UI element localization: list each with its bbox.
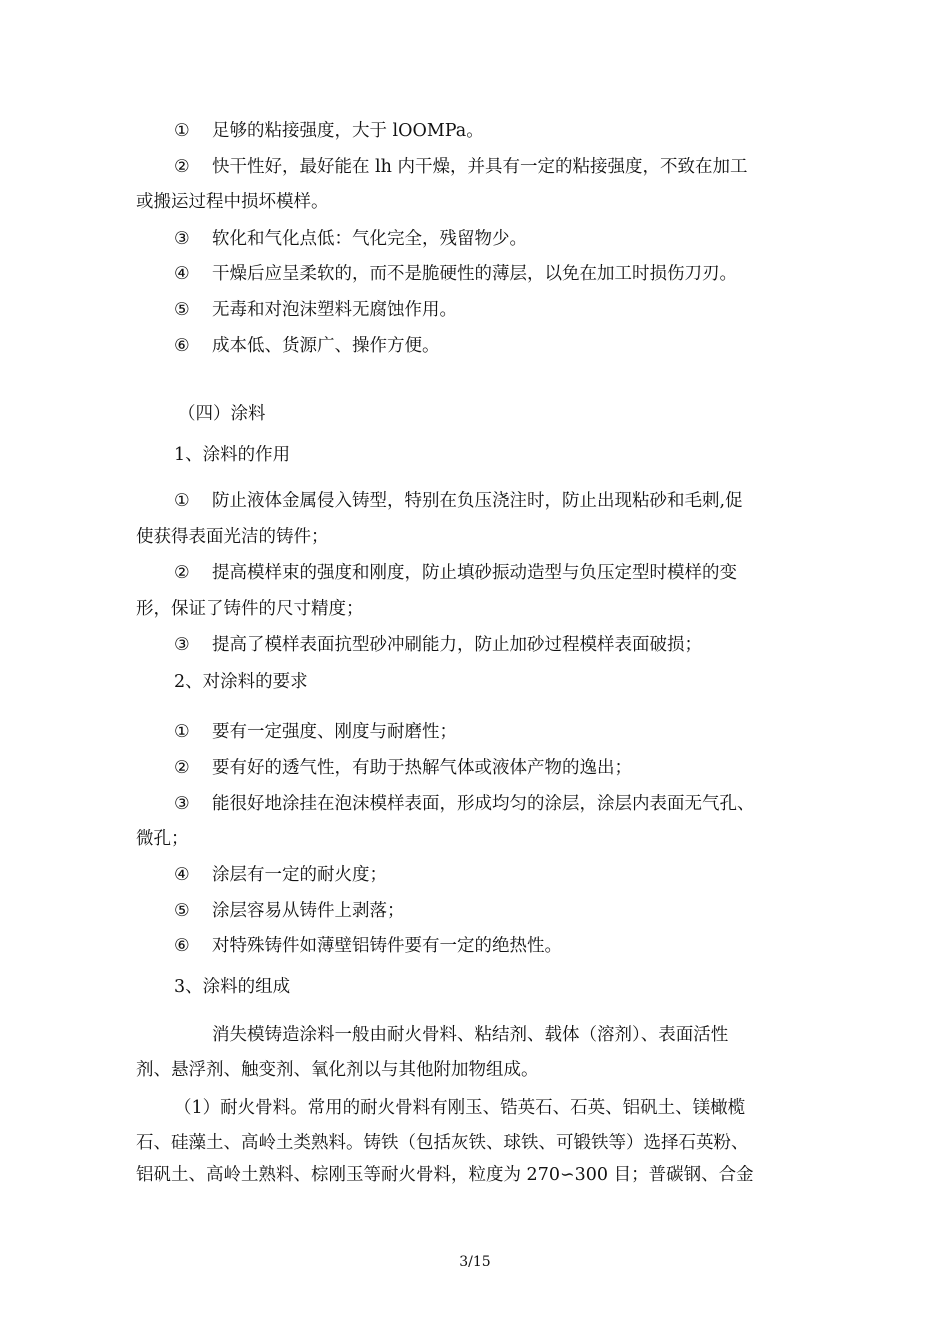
- list-item: [0, 863, 950, 887]
- subsection-heading: 3、涂料的组成: [174, 977, 291, 997]
- item-text: 能很好地涂挂在泡沫模样表面，形成均匀的涂层，涂层内表面无气孔、: [212, 794, 755, 814]
- list-item: [0, 792, 950, 816]
- item-number: ②: [174, 758, 190, 778]
- item-continuation: 或搬运过程中损坏模样。: [136, 192, 329, 212]
- list-item: [0, 899, 950, 923]
- list-item: [0, 334, 950, 358]
- list-item: [0, 720, 950, 744]
- item-number: ③: [174, 229, 190, 249]
- list-item: [0, 489, 950, 513]
- item-number: ③: [174, 635, 190, 655]
- item-text: 软化和气化点低：气化完全，残留物少。: [212, 229, 527, 249]
- list-item: [0, 298, 950, 322]
- subsection-heading: 1、涂料的作用: [174, 445, 291, 465]
- item-number: ⑥: [174, 936, 190, 956]
- item-text: 要有好的透气性，有助于热解气体或液体产物的逸出；: [212, 758, 632, 778]
- subsection-heading: 2、对涂料的要求: [174, 672, 308, 692]
- item-number: ①: [174, 722, 190, 742]
- item-continuation: 形，保证了铸件的尺寸精度；: [136, 599, 364, 619]
- item-text: 成本低、货源广、操作方便。: [212, 336, 440, 356]
- item-number: ④: [174, 865, 190, 885]
- item-text: 提高模样束的强度和刚度，防止填砂振动造型与负压定型时模样的变: [212, 563, 737, 583]
- paragraph-line: 铝矾土、高岭土熟料、棕刚玉等耐火骨料，粒度为 270∽300 目；普碳钢、合金: [136, 1165, 754, 1185]
- item-number: ⑤: [174, 300, 190, 320]
- item-continuation: 使获得表面光洁的铸件；: [136, 527, 329, 547]
- paragraph-line: （1）耐火骨料。常用的耐火骨料有刚玉、锆英石、石英、铝矾土、镁橄榄: [174, 1098, 746, 1118]
- item-text: 足够的粘接强度，大于 lOOMPa。: [212, 121, 484, 141]
- item-continuation: 微孔；: [136, 829, 189, 849]
- section-heading: （四）涂料: [178, 404, 266, 424]
- item-number: ①: [174, 491, 190, 511]
- item-text: 要有一定强度、刚度与耐磨性；: [212, 722, 457, 742]
- item-text: 干燥后应呈柔软的，而不是脆硬性的薄层，以免在加工时损伤刀刃。: [212, 264, 737, 284]
- paragraph-line: 剂、悬浮剂、触变剂、氧化剂以与其他附加物组成。: [136, 1060, 539, 1080]
- item-text: 涂层容易从铸件上剥落；: [212, 901, 405, 921]
- item-number: ①: [174, 121, 190, 141]
- page-number: 3/15: [459, 1254, 491, 1270]
- list-item: [0, 119, 950, 143]
- item-number: ③: [174, 794, 190, 814]
- item-number: ②: [174, 563, 190, 583]
- list-item: [0, 756, 950, 780]
- item-text: 无毒和对泡沫塑料无腐蚀作用。: [212, 300, 457, 320]
- item-text: 提高了模样表面抗型砂冲刷能力，防止加砂过程模样表面破损；: [212, 635, 702, 655]
- paragraph-line: 消失模铸造涂料一般由耐火骨料、粘结剂、载体（溶剂）、表面活性: [212, 1025, 729, 1045]
- list-item: [0, 561, 950, 585]
- item-text: 涂层有一定的耐火度；: [212, 865, 387, 885]
- item-text: 快干性好，最好能在 lh 内干燥，并具有一定的粘接强度，不致在加工: [212, 157, 748, 177]
- list-item: [0, 262, 950, 286]
- list-item: [0, 155, 950, 179]
- item-text: 防止液体金属侵入铸型，特别在负压浇注时，防止出现粘砂和毛刺,促: [212, 491, 743, 511]
- list-item: [0, 934, 950, 958]
- item-number: ⑤: [174, 901, 190, 921]
- list-item: [0, 227, 950, 251]
- item-number: ②: [174, 157, 190, 177]
- paragraph-line: 石、硅藻土、高岭土类熟料。铸铁（包括灰铁、球铁、可锻铁等）选择石英粉、: [136, 1133, 749, 1153]
- list-item: [0, 633, 950, 657]
- item-text: 对特殊铸件如薄壁铝铸件要有一定的绝热性。: [212, 936, 562, 956]
- item-number: ④: [174, 264, 190, 284]
- item-number: ⑥: [174, 336, 190, 356]
